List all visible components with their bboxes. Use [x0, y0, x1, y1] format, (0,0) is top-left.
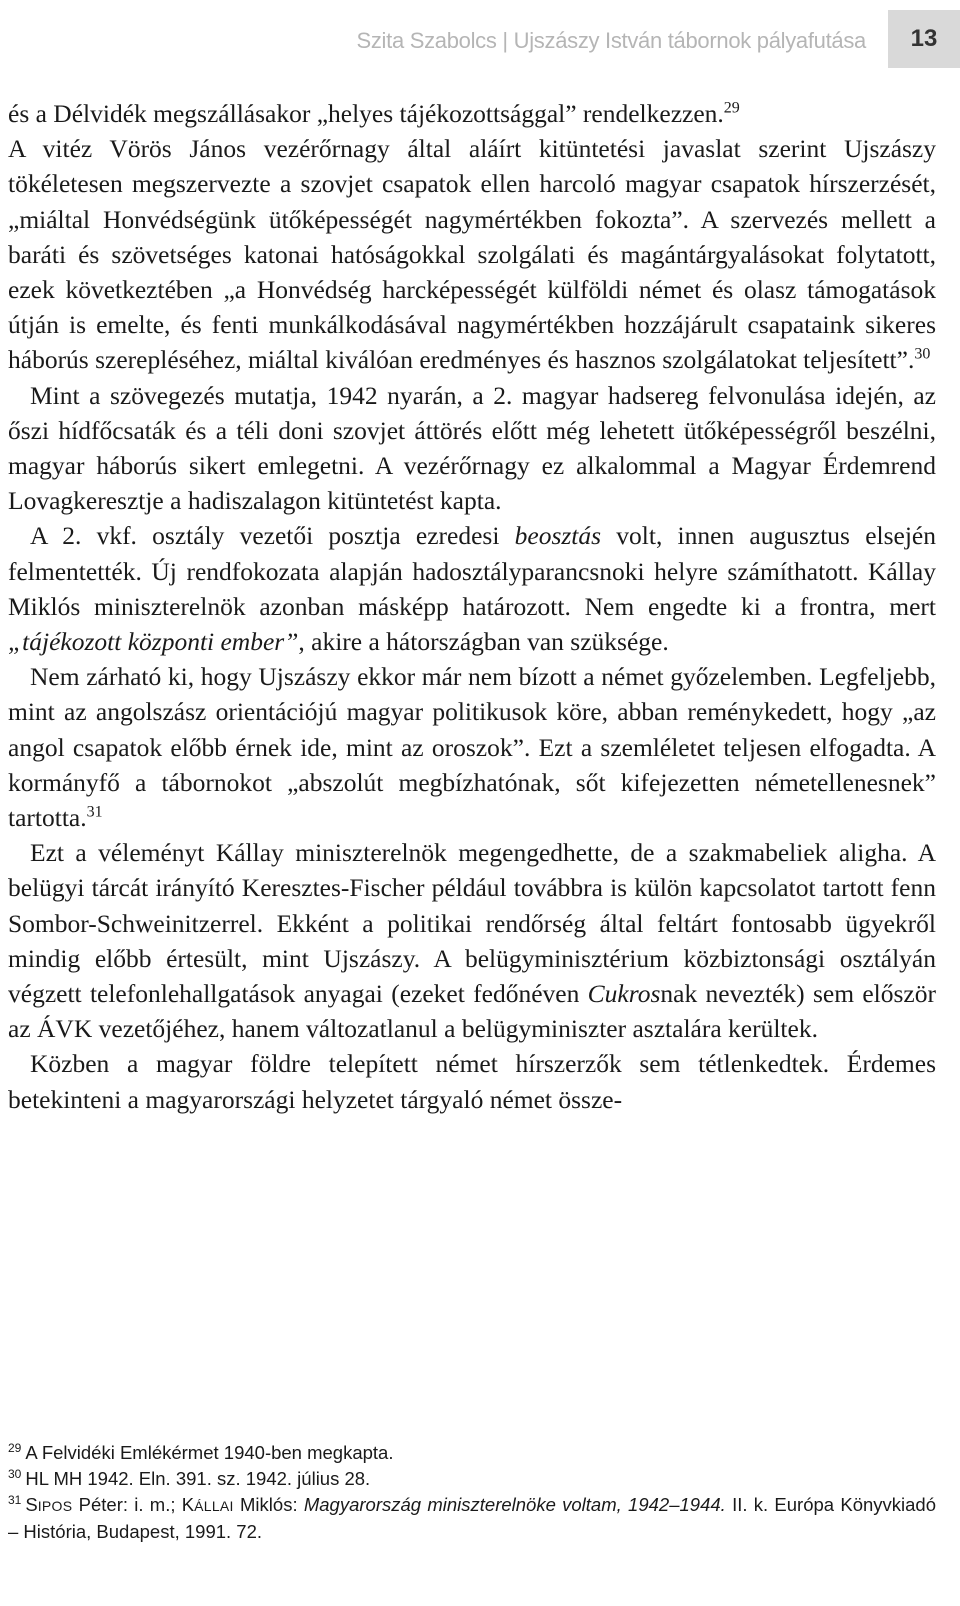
footnote-number: 29 — [8, 1440, 22, 1455]
footnotes — [8, 1440, 936, 1545]
author-name-smallcaps: ÁLLAI — [194, 1498, 234, 1514]
footnote-number: 30 — [8, 1466, 22, 1481]
author-name: S — [25, 1494, 38, 1515]
main-text — [8, 96, 936, 1117]
text-run: nak nevezték) sem először az ÁVK vezetőjéhez, hanem változatlanul a belügyminiszter asztalára kerültek. — [8, 979, 936, 1044]
paragraph-4 — [8, 659, 936, 835]
text-run: Nem zárható ki, hogy Ujszászy ekkor már nem bízott a német győzelemben. Legfeljebb, mint az angolszász orientációjú magyar politikusok köre, abban reménykedett, hogy „az angol csapatok előbb érnek ide, mint az oroszok”. Ezt a szemléletet teljesen elfogadta. A kormányfő a tábornokot „abszolút megbízhatónak, sőt kifejezetten németellenesnek” tartotta. — [8, 662, 936, 833]
footnote-text: II. k. Európa Könyvkiadó – História, Budapest, 1991. 72. — [8, 1494, 937, 1542]
page-number: 13 — [888, 10, 960, 68]
footnote-ref-31: 31 — [86, 803, 103, 821]
footnote-text: HL MH 1942. Eln. 391. sz. 1942. július 28. — [25, 1468, 371, 1489]
text-run: volt, innen augusztus elsején felmentették. Új rendfokozata alapján hadosztályparancsnoki helyre számíthatott. Kállay Miklós miniszterelnök azonban másképp határozott. Nem engedte ki a frontra, mert — [8, 521, 936, 621]
footnote-text: A Felvidéki Emlékérmet 1940-ben megkapta. — [25, 1442, 394, 1463]
footnote-ref-29: 29 — [723, 99, 740, 117]
author-name: K — [181, 1494, 195, 1515]
paragraph-6: Közben a magyar földre telepített német hírszerzők sem tétlenkedtek. Érdemes betekinteni a magyarországi helyzetet tárgyaló német össze- — [8, 1049, 936, 1114]
italic-run: Cukros — [587, 979, 661, 1009]
paragraph-5 — [8, 835, 936, 1046]
text-run: és a Délvidék megszállásakor „helyes tájékozottsággal” rendelkezzen. — [8, 99, 724, 128]
book-title: Magyarország miniszterelnöke voltam, 1942–1944. — [303, 1494, 726, 1515]
footnote-text: Miklós: — [233, 1494, 304, 1515]
italic-quote: „tájékozott központi ember” — [8, 627, 299, 657]
running-header — [0, 10, 960, 68]
italic-run: beosztás — [514, 521, 602, 551]
text-run: A vitéz Vörös János vezérőrnagy által aláírt kitüntetési javaslat szerint Ujszászy tökéletesen megszervezte a szovjet csapatok ellen harcoló magyar csapatok hírszerzését, „miáltal Honvédségünk ütőképességét nagymértékben fokozta”. A szervezés mellett a baráti és szövetséges katonai hatóságokkal szolgálati és magántárgyalásokat folytatott, ezek következtében „a Honvédség harcképességét külföldi német és olasz támogatások útján is emelte, és fenti munkálkodásával nagymértékben hozzájárult csapataink sikeres háborús szerepléséhez, miáltal kiválóan eredményes és hasznos szolgálatokat teljesített”. — [8, 134, 936, 375]
footnote-29 — [8, 1440, 936, 1466]
footnote-30 — [8, 1466, 936, 1492]
author-name-smallcaps: IPOS — [37, 1498, 73, 1514]
footnote-31 — [8, 1492, 936, 1545]
paragraph-2: Mint a szövegezés mutatja, 1942 nyarán, a 2. magyar hadsereg felvonulása idején, az őszi hídfőcsaták és a téli doni szovjet áttörés előtt még lehetett ütőképességről beszélni, magyar háborús sikert emlegetni. A vezérőrnagy ez alkalommal a Magyar Érdemrend Lovagkeresztje a hadiszalagon kitüntetést kapta. — [8, 380, 936, 516]
paragraph-1 — [8, 96, 936, 378]
footnote-ref-30: 30 — [914, 345, 931, 363]
footnote-text: Péter: i. m.; — [72, 1494, 182, 1515]
text-run: , akire a hátországban van szüksége. — [298, 627, 669, 657]
footnote-number: 31 — [8, 1492, 22, 1507]
paragraph-3 — [8, 518, 936, 659]
running-title: Szita Szabolcs | Ujszászy István tábornok pályafutása — [356, 28, 866, 53]
text-run: Ezt a véleményt Kállay miniszterelnök megengedhette, de a szakmabeliek aligha. A belügyi tárcát irányító Keresztes-Fischer például továbbra is külön kapcsolatot tartott fenn Sombor-Schweinitzerrel. Ekként a politikai rendőrség által feltárt fontosabb ügyekről mindig előbb értesült, mint Ujszászy. A belügyminisztérium közbiztonsági osztályán végzett telefonlehallgatások anyagai (ezeket fedőnéven — [8, 838, 936, 1009]
text-run: A 2. vkf. osztály vezetői posztja ezredesi — [30, 521, 515, 551]
